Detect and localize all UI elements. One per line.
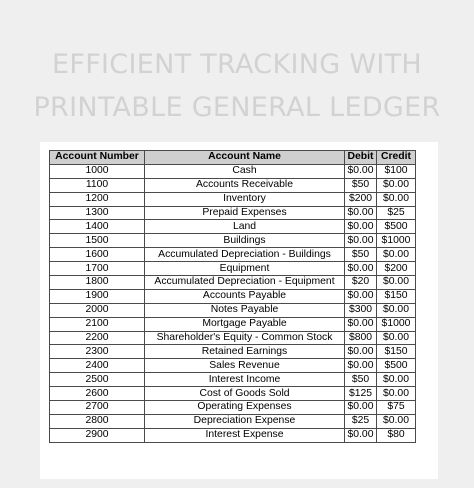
account-name-cell: Accounts Payable xyxy=(145,289,345,303)
debit-cell: $0.00 xyxy=(345,164,377,178)
account-name-cell: Equipment xyxy=(145,262,345,276)
credit-cell: $0.00 xyxy=(377,387,416,401)
account-number-cell: 1400 xyxy=(50,220,145,234)
table-row xyxy=(50,164,416,178)
account-name-cell: Interest Income xyxy=(145,373,345,387)
account-number-cell: 1600 xyxy=(50,248,145,262)
credit-cell: $25 xyxy=(377,206,416,220)
table-row xyxy=(50,248,416,262)
account-number-cell: 1900 xyxy=(50,289,145,303)
debit-cell: $0.00 xyxy=(345,345,377,359)
account-number-cell: 2100 xyxy=(50,317,145,331)
credit-cell: $0.00 xyxy=(377,303,416,317)
table-row xyxy=(50,331,416,345)
account-name-cell: Cost of Goods Sold xyxy=(145,387,345,401)
credit-cell: $150 xyxy=(377,345,416,359)
account-number-cell: 2200 xyxy=(50,331,145,345)
debit-cell: $50 xyxy=(345,178,377,192)
debit-cell: $20 xyxy=(345,276,377,290)
account-number-cell: 2500 xyxy=(50,373,145,387)
credit-cell: $150 xyxy=(377,289,416,303)
debit-cell: $0.00 xyxy=(345,220,377,234)
credit-cell: $0.00 xyxy=(377,414,416,428)
account-name-cell: Retained Earnings xyxy=(145,345,345,359)
account-name-cell: Accounts Receivable xyxy=(145,178,345,192)
table-row xyxy=(50,401,416,415)
table-row xyxy=(50,262,416,276)
table-row xyxy=(50,220,416,234)
table-row xyxy=(50,345,416,359)
table-row xyxy=(50,414,416,428)
account-name-cell: Land xyxy=(145,220,345,234)
account-number-cell: 2400 xyxy=(50,359,145,373)
credit-cell: $0.00 xyxy=(377,276,416,290)
table-row xyxy=(50,289,416,303)
debit-cell: $0.00 xyxy=(345,206,377,220)
account-name-cell: Sales Revenue xyxy=(145,359,345,373)
credit-cell: $0.00 xyxy=(377,331,416,345)
debit-cell: $125 xyxy=(345,387,377,401)
debit-cell: $200 xyxy=(345,192,377,206)
credit-cell: $80 xyxy=(377,428,416,442)
account-name-cell: Buildings xyxy=(145,234,345,248)
account-name-cell: Cash xyxy=(145,164,345,178)
credit-cell: $0.00 xyxy=(377,248,416,262)
table-header-row xyxy=(50,151,416,165)
debit-cell: $0.00 xyxy=(345,359,377,373)
account-name-cell: Interest Expense xyxy=(145,428,345,442)
credit-cell: $0.00 xyxy=(377,373,416,387)
account-number-cell: 2800 xyxy=(50,414,145,428)
account-number-cell: 2900 xyxy=(50,428,145,442)
account-number-cell: 1100 xyxy=(50,178,145,192)
debit-cell: $800 xyxy=(345,331,377,345)
account-number-cell: 1000 xyxy=(50,164,145,178)
page-title-line-1: EFFICIENT TRACKING WITH xyxy=(52,49,422,80)
account-number-cell: 2600 xyxy=(50,387,145,401)
table-row xyxy=(50,303,416,317)
account-number-cell: 1500 xyxy=(50,234,145,248)
account-number-cell: 2300 xyxy=(50,345,145,359)
table-row xyxy=(50,234,416,248)
account-number-cell: 2000 xyxy=(50,303,145,317)
table-row xyxy=(50,387,416,401)
table-row xyxy=(50,276,416,290)
account-name-cell: Accumulated Depreciation - Buildings xyxy=(145,248,345,262)
debit-cell: $0.00 xyxy=(345,262,377,276)
account-name-cell: Operating Expenses xyxy=(145,401,345,415)
table-row xyxy=(50,359,416,373)
credit-cell: $75 xyxy=(377,401,416,415)
column-header-account-name: Account Name xyxy=(145,151,345,165)
account-name-cell: Prepaid Expenses xyxy=(145,206,345,220)
column-header-debit: Debit xyxy=(345,151,377,165)
account-name-cell: Shareholder's Equity - Common Stock xyxy=(145,331,345,345)
account-number-cell: 2700 xyxy=(50,401,145,415)
debit-cell: $0.00 xyxy=(345,317,377,331)
account-number-cell: 1800 xyxy=(50,276,145,290)
account-name-cell: Accumulated Depreciation - Equipment xyxy=(145,276,345,290)
general-ledger-table xyxy=(49,150,416,443)
table-row xyxy=(50,317,416,331)
table-row xyxy=(50,206,416,220)
account-name-cell: Mortgage Payable xyxy=(145,317,345,331)
account-name-cell: Inventory xyxy=(145,192,345,206)
credit-cell: $0.00 xyxy=(377,178,416,192)
debit-cell: $0.00 xyxy=(345,234,377,248)
table-row xyxy=(50,192,416,206)
debit-cell: $50 xyxy=(345,373,377,387)
account-name-cell: Depreciation Expense xyxy=(145,414,345,428)
credit-cell: $0.00 xyxy=(377,192,416,206)
credit-cell: $500 xyxy=(377,220,416,234)
credit-cell: $1000 xyxy=(377,317,416,331)
column-header-account-number: Account Number xyxy=(50,151,145,165)
account-number-cell: 1200 xyxy=(50,192,145,206)
table-body xyxy=(50,164,416,442)
credit-cell: $500 xyxy=(377,359,416,373)
debit-cell: $50 xyxy=(345,248,377,262)
credit-cell: $1000 xyxy=(377,234,416,248)
debit-cell: $0.00 xyxy=(345,401,377,415)
account-number-cell: 1700 xyxy=(50,262,145,276)
column-header-credit: Credit xyxy=(377,151,416,165)
table-row xyxy=(50,428,416,442)
debit-cell: $25 xyxy=(345,414,377,428)
account-name-cell: Notes Payable xyxy=(145,303,345,317)
debit-cell: $0.00 xyxy=(345,289,377,303)
table-row xyxy=(50,373,416,387)
page-title-line-2: PRINTABLE GENERAL LEDGER xyxy=(33,92,441,123)
table-row xyxy=(50,178,416,192)
account-number-cell: 1300 xyxy=(50,206,145,220)
debit-cell: $300 xyxy=(345,303,377,317)
credit-cell: $200 xyxy=(377,262,416,276)
debit-cell: $0.00 xyxy=(345,428,377,442)
credit-cell: $100 xyxy=(377,164,416,178)
